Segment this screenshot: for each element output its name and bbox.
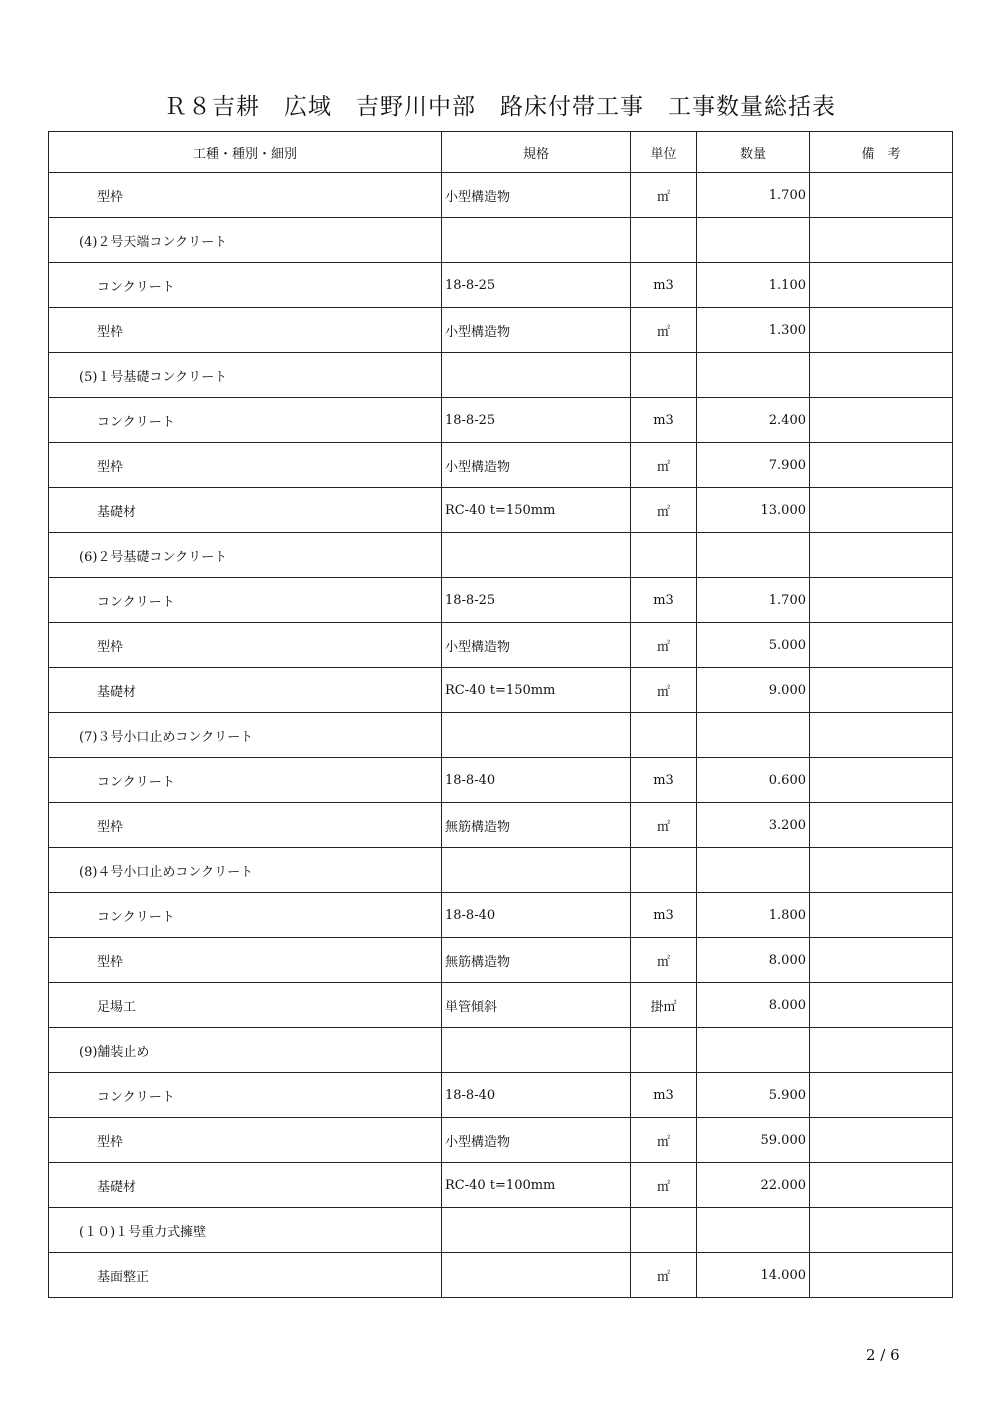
cell-unit: m3 [631, 758, 697, 803]
cell-remarks [810, 263, 953, 308]
cell-quantity: 7.900 [697, 443, 810, 488]
cell-remarks [810, 308, 953, 353]
cell-remarks [810, 848, 953, 893]
cell-unit [631, 533, 697, 578]
table-row [49, 713, 953, 758]
cell-unit: ㎡ [631, 173, 697, 218]
cell-item: コンクリート [49, 758, 442, 803]
cell-spec: 小型構造物 [442, 173, 631, 218]
cell-quantity: 2.400 [697, 398, 810, 443]
cell-item: コンクリート [49, 398, 442, 443]
cell-item: 足場工 [49, 983, 442, 1028]
cell-remarks [810, 398, 953, 443]
cell-item: 型枠 [49, 623, 442, 668]
table-row [49, 263, 953, 308]
cell-quantity [697, 533, 810, 578]
cell-spec: RC-40 t=150mm [442, 488, 631, 533]
cell-item: (8)４号小口止めコンクリート [49, 848, 442, 893]
cell-unit [631, 713, 697, 758]
cell-unit [631, 848, 697, 893]
header-remarks: 備 考 [810, 132, 953, 173]
cell-spec: RC-40 t=150mm [442, 668, 631, 713]
cell-unit: ㎡ [631, 308, 697, 353]
cell-remarks [810, 533, 953, 578]
cell-item: 基面整正 [49, 1253, 442, 1298]
cell-remarks [810, 1073, 953, 1118]
cell-unit: ㎡ [631, 803, 697, 848]
cell-quantity [697, 848, 810, 893]
cell-remarks [810, 1253, 953, 1298]
cell-unit: ㎡ [631, 1253, 697, 1298]
table-row [49, 668, 953, 713]
cell-quantity: 5.000 [697, 623, 810, 668]
cell-unit: ㎡ [631, 623, 697, 668]
table-row [49, 893, 953, 938]
table-row [49, 1163, 953, 1208]
cell-remarks [810, 623, 953, 668]
table-row [49, 1208, 953, 1253]
cell-quantity [697, 353, 810, 398]
table-header-row [49, 132, 953, 173]
cell-spec: 小型構造物 [442, 308, 631, 353]
cell-item: (6)２号基礎コンクリート [49, 533, 442, 578]
cell-unit: ㎡ [631, 668, 697, 713]
cell-unit: m3 [631, 263, 697, 308]
cell-item: コンクリート [49, 1073, 442, 1118]
cell-unit [631, 218, 697, 263]
cell-remarks [810, 758, 953, 803]
cell-spec: 18-8-40 [442, 758, 631, 803]
cell-spec: 無筋構造物 [442, 803, 631, 848]
cell-item: (9)舗装止め [49, 1028, 442, 1073]
cell-spec: 18-8-40 [442, 1073, 631, 1118]
cell-spec [442, 218, 631, 263]
table-row [49, 1073, 953, 1118]
cell-quantity: 59.000 [697, 1118, 810, 1163]
cell-spec: 小型構造物 [442, 623, 631, 668]
table-row [49, 173, 953, 218]
cell-unit: ㎡ [631, 488, 697, 533]
cell-quantity: 22.000 [697, 1163, 810, 1208]
cell-item: 型枠 [49, 803, 442, 848]
cell-remarks [810, 1208, 953, 1253]
cell-spec: RC-40 t=100mm [442, 1163, 631, 1208]
cell-spec: 小型構造物 [442, 1118, 631, 1163]
cell-item: 基礎材 [49, 488, 442, 533]
cell-item: (4)２号天端コンクリート [49, 218, 442, 263]
cell-quantity: 13.000 [697, 488, 810, 533]
table-row [49, 983, 953, 1028]
cell-spec: 18-8-25 [442, 263, 631, 308]
cell-remarks [810, 668, 953, 713]
cell-unit [631, 1208, 697, 1253]
table-row [49, 578, 953, 623]
header-spec: 規格 [442, 132, 631, 173]
cell-remarks [810, 1163, 953, 1208]
table-body [49, 173, 953, 1298]
cell-unit: ㎡ [631, 443, 697, 488]
cell-unit [631, 1028, 697, 1073]
quantity-summary-table [48, 131, 953, 1298]
cell-spec [442, 713, 631, 758]
table-row [49, 488, 953, 533]
cell-remarks [810, 803, 953, 848]
cell-quantity [697, 713, 810, 758]
cell-item: 型枠 [49, 308, 442, 353]
cell-unit: m3 [631, 1073, 697, 1118]
cell-quantity: 1.100 [697, 263, 810, 308]
cell-spec [442, 533, 631, 578]
table-row [49, 623, 953, 668]
cell-remarks [810, 1118, 953, 1163]
cell-unit: ㎡ [631, 1118, 697, 1163]
table-row [49, 848, 953, 893]
cell-unit: m3 [631, 398, 697, 443]
cell-item: コンクリート [49, 893, 442, 938]
cell-item: (5)１号基礎コンクリート [49, 353, 442, 398]
cell-quantity [697, 1208, 810, 1253]
cell-spec: 単管傾斜 [442, 983, 631, 1028]
table-row [49, 758, 953, 803]
table-row [49, 1118, 953, 1163]
cell-unit: m3 [631, 893, 697, 938]
cell-unit: ㎡ [631, 1163, 697, 1208]
cell-spec [442, 1253, 631, 1298]
cell-spec: 18-8-40 [442, 893, 631, 938]
cell-item: 基礎材 [49, 1163, 442, 1208]
cell-remarks [810, 1028, 953, 1073]
cell-quantity: 1.800 [697, 893, 810, 938]
page-number: 2 / 6 [866, 1346, 900, 1364]
cell-spec [442, 353, 631, 398]
cell-quantity: 1.700 [697, 173, 810, 218]
cell-item: 型枠 [49, 1118, 442, 1163]
cell-quantity: 3.200 [697, 803, 810, 848]
cell-remarks [810, 713, 953, 758]
cell-quantity: 1.700 [697, 578, 810, 623]
cell-remarks [810, 353, 953, 398]
cell-unit: 掛㎡ [631, 983, 697, 1028]
cell-unit: m3 [631, 578, 697, 623]
table-row [49, 353, 953, 398]
table-row [49, 533, 953, 578]
table-row [49, 938, 953, 983]
cell-item: 型枠 [49, 443, 442, 488]
cell-spec: 小型構造物 [442, 443, 631, 488]
cell-remarks [810, 218, 953, 263]
table-row [49, 308, 953, 353]
cell-remarks [810, 983, 953, 1028]
cell-quantity: 5.900 [697, 1073, 810, 1118]
cell-item: 基礎材 [49, 668, 442, 713]
cell-spec: 18-8-25 [442, 398, 631, 443]
cell-spec: 無筋構造物 [442, 938, 631, 983]
cell-remarks [810, 893, 953, 938]
cell-spec [442, 1208, 631, 1253]
page-title: Ｒ８吉耕 広域 吉野川中部 路床付帯工事 工事数量総括表 [164, 94, 836, 120]
cell-quantity: 9.000 [697, 668, 810, 713]
cell-item: (7)３号小口止めコンクリート [49, 713, 442, 758]
cell-item: コンクリート [49, 263, 442, 308]
cell-quantity: 8.000 [697, 938, 810, 983]
cell-spec [442, 848, 631, 893]
cell-unit: ㎡ [631, 938, 697, 983]
cell-remarks [810, 488, 953, 533]
cell-quantity: 0.600 [697, 758, 810, 803]
table-row [49, 398, 953, 443]
cell-item: (１０)１号重力式擁壁 [49, 1208, 442, 1253]
table-row [49, 443, 953, 488]
cell-unit [631, 353, 697, 398]
cell-remarks [810, 173, 953, 218]
cell-item: 型枠 [49, 173, 442, 218]
cell-remarks [810, 938, 953, 983]
cell-item: コンクリート [49, 578, 442, 623]
table-row [49, 803, 953, 848]
cell-quantity: 14.000 [697, 1253, 810, 1298]
cell-quantity: 1.300 [697, 308, 810, 353]
cell-item: 型枠 [49, 938, 442, 983]
cell-remarks [810, 578, 953, 623]
cell-spec [442, 1028, 631, 1073]
table-row [49, 1253, 953, 1298]
cell-quantity: 8.000 [697, 983, 810, 1028]
cell-remarks [810, 443, 953, 488]
header-quantity: 数量 [697, 132, 810, 173]
cell-quantity [697, 218, 810, 263]
table-row [49, 218, 953, 263]
table-row [49, 1028, 953, 1073]
cell-spec: 18-8-25 [442, 578, 631, 623]
header-unit: 単位 [631, 132, 697, 173]
cell-quantity [697, 1028, 810, 1073]
header-item: 工種・種別・細別 [49, 132, 442, 173]
